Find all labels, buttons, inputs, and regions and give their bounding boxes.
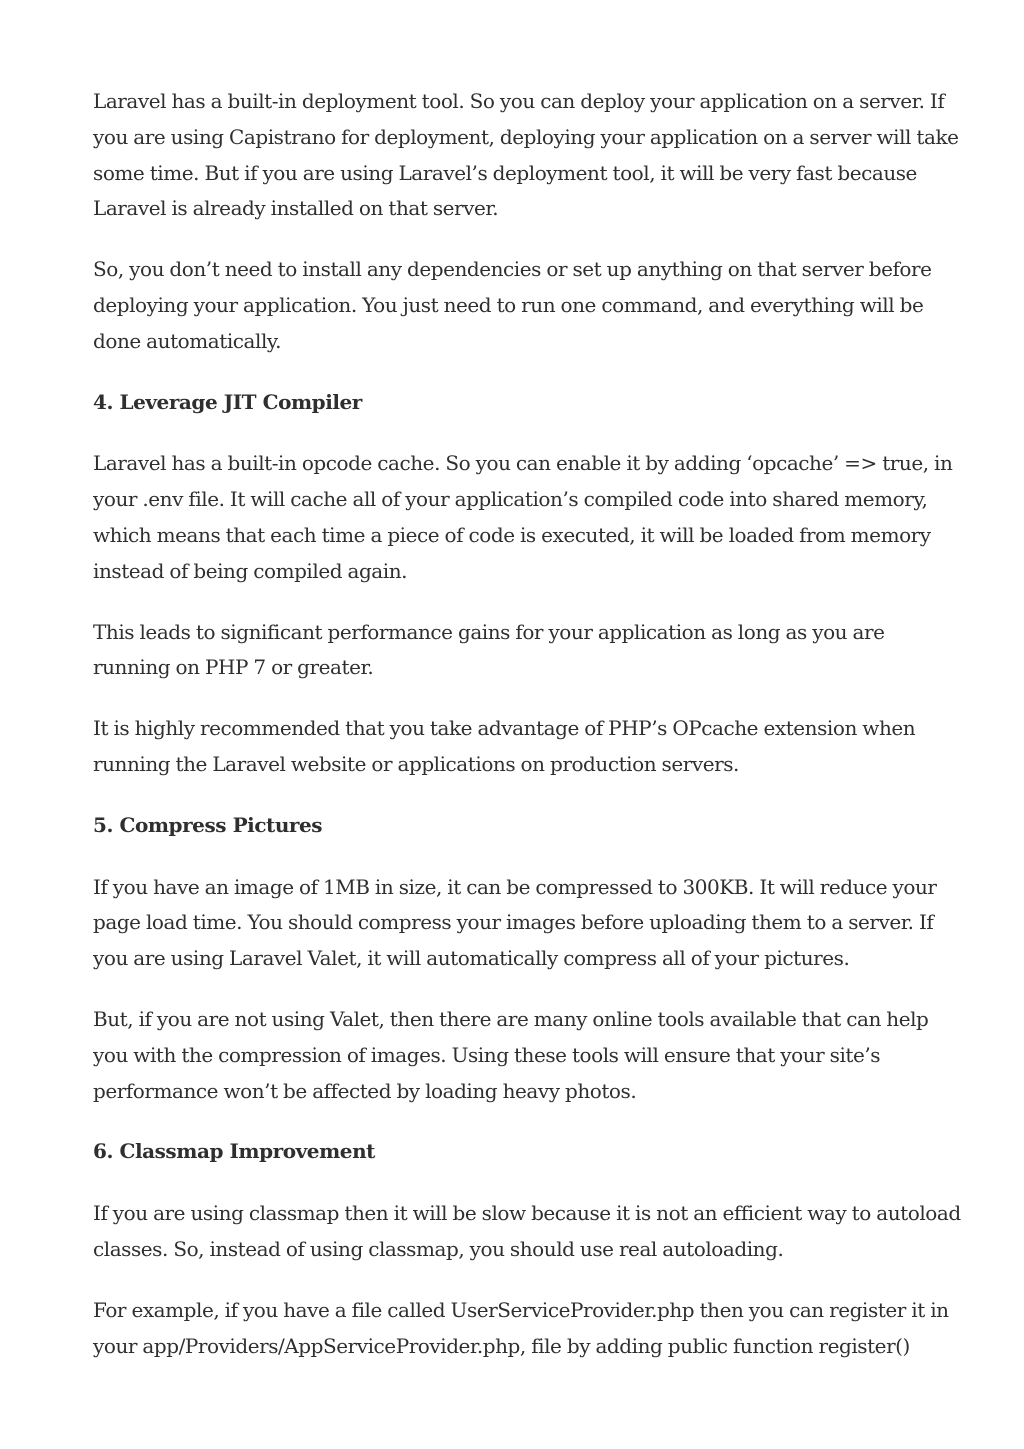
heading-leverage-jit-compiler: 4. Leverage JIT Compiler xyxy=(93,389,362,414)
paragraph-no-dependencies: So, you don’t need to install any dependencies or set up anything on that server before deploying your application. You just need to run one command, and everything will be done automatically. xyxy=(93,257,932,353)
paragraph-deployment-tool: Laravel has a built-in deployment tool. So you can deploy your application on a server. If you are using Capistrano for deployment, deploying your application on a server will take some time. But if you are using Laravel’s deployment tool, it will be very fast because Laravel is already installed on that server. xyxy=(93,89,959,221)
paragraph-opcache-recommendation: It is highly recommended that you take advantage of PHP’s OPcache extension when running the Laravel website or applications on production servers. xyxy=(93,716,916,776)
paragraph-online-tools: But, if you are not using Valet, then there are many online tools available that can help you with the compression of images. Using these tools will ensure that your site’s performance won’t be affected by loading heavy photos. xyxy=(93,1006,929,1103)
paragraph-autoload-example: For example, if you have a file called UserServiceProvider.php then you can register it in your app/Providers/AppServiceProvider.php, file by adding public function register() xyxy=(93,1297,949,1358)
paragraph-image-compression: If you have an image of 1MB in size, it can be compressed to 300KB. It will reduce your page load time. You should compress your images before uploading them to a server. If you are using Laravel Valet, it will automatically compress all of your pictures. xyxy=(93,874,937,971)
paragraph-performance-gains: This leads to significant performance gains for your application as long as you are running on PHP 7 or greater. xyxy=(93,619,885,680)
paragraph-opcode-cache: Laravel has a built-in opcode cache. So you can enable it by adding ‘opcache’ => true, in your .env file. It will cache all of your application’s compiled code into shared memory, which means that each time a piece of code is executed, it will be loaded from memory instead of being compiled again. xyxy=(93,451,953,583)
heading-classmap-improvement: 6. Classmap Improvement xyxy=(93,1139,375,1164)
heading-compress-pictures: 5. Compress Pictures xyxy=(93,812,323,837)
article-body xyxy=(93,84,963,1389)
paragraph-classmap-slow: If you are using classmap then it will be slow because it is not an efficient way to autoload classes. So, instead of using classmap, you should use real autoloading. xyxy=(93,1201,961,1261)
